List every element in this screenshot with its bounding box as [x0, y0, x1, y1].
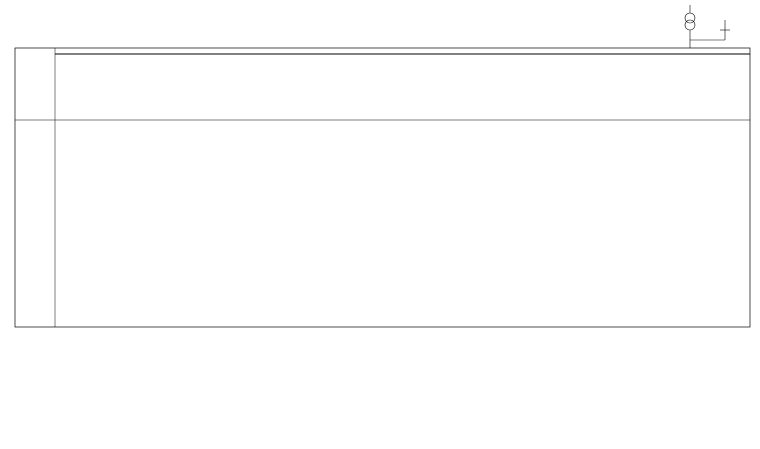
transformer-symbol	[685, 5, 730, 48]
diagram-frame	[15, 48, 750, 327]
